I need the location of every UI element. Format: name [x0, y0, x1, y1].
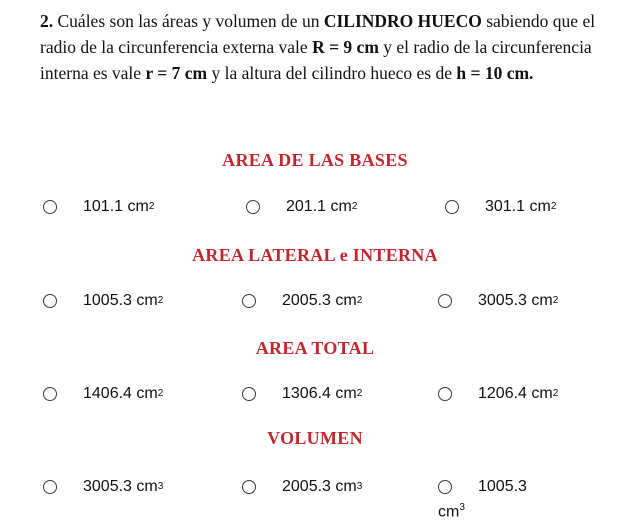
option-exponent: 3 — [356, 480, 363, 492]
radio-button[interactable] — [242, 294, 256, 308]
radio-button[interactable] — [43, 294, 57, 308]
radio-button[interactable] — [242, 480, 256, 494]
problem-text-3: y el radio de la circunferencia interna es vale — [40, 37, 592, 83]
option-volumen-3[interactable] — [438, 478, 527, 496]
option-value: 201.1 cm — [286, 198, 352, 215]
unit-exponent: 3 — [459, 502, 465, 513]
option-value: 301.1 cm — [485, 198, 551, 215]
inner-radius: r = 7 cm — [145, 63, 208, 83]
option-bases-1[interactable] — [43, 198, 154, 216]
option-exponent: 2 — [552, 294, 559, 306]
radio-button[interactable] — [242, 387, 256, 401]
option-value: 1406.4 cm — [83, 385, 158, 402]
option-exponent: 2 — [157, 387, 164, 399]
radio-button[interactable] — [438, 480, 452, 494]
option-bases-2[interactable] — [246, 198, 357, 216]
radio-button[interactable] — [43, 387, 57, 401]
option-value: 1005.3 — [478, 478, 527, 495]
section-title-total: AREA TOTAL — [255, 338, 375, 358]
option-total-1[interactable] — [43, 385, 163, 403]
problem-text-4: y la altura del cilindro hueco es de — [207, 63, 457, 83]
problem-keyword: CILINDRO HUECO — [323, 11, 482, 31]
option-exponent: 2 — [148, 200, 155, 212]
option-exponent: 2 — [356, 294, 363, 306]
option-lateral-2[interactable] — [242, 292, 362, 310]
option-value: 3005.3 cm — [478, 292, 553, 309]
option-value: 2005.3 cm — [282, 478, 357, 495]
radio-button[interactable] — [438, 294, 452, 308]
outer-radius: R = 9 cm — [312, 37, 379, 57]
option-value: 3005.3 cm — [83, 478, 158, 495]
option-exponent: 2 — [550, 200, 557, 212]
option-value: 2005.3 cm — [282, 292, 357, 309]
option-value: 1005.3 cm — [83, 292, 158, 309]
option-value: 1206.4 cm — [478, 385, 553, 402]
option-exponent: 2 — [356, 387, 363, 399]
problem-text-2: sabiendo que el radio de la circunferencia externa vale — [40, 11, 596, 57]
option-total-2[interactable] — [242, 385, 362, 403]
height-value: h = 10 cm. — [456, 63, 534, 83]
option-bases-3[interactable] — [445, 198, 556, 216]
radio-button[interactable] — [445, 200, 459, 214]
option-volumen-2[interactable] — [242, 478, 362, 496]
option-exponent: 2 — [157, 294, 164, 306]
option-volumen-1[interactable] — [43, 478, 163, 496]
radio-button[interactable] — [43, 480, 57, 494]
problem-text-1: Cuáles son las áreas y volumen de un — [53, 11, 324, 31]
option-value: 101.1 cm — [83, 198, 149, 215]
radio-button[interactable] — [246, 200, 260, 214]
option-total-3[interactable] — [438, 385, 558, 403]
option-value: 1306.4 cm — [282, 385, 357, 402]
section-title-volumen: VOLUMEN — [267, 428, 363, 448]
unit-value: cm — [438, 503, 460, 521]
option-exponent: 2 — [552, 387, 559, 399]
problem-number: 2. — [40, 11, 54, 31]
radio-button[interactable] — [438, 387, 452, 401]
option-volumen-3-unit — [438, 502, 465, 521]
problem-statement — [40, 8, 600, 86]
section-title-lateral: AREA LATERAL e INTERNA — [192, 245, 438, 265]
option-lateral-3[interactable] — [438, 292, 558, 310]
radio-button[interactable] — [43, 200, 57, 214]
option-lateral-1[interactable] — [43, 292, 163, 310]
option-exponent: 2 — [351, 200, 358, 212]
section-title-bases: AREA DE LAS BASES — [222, 150, 408, 170]
option-exponent: 3 — [157, 480, 164, 492]
